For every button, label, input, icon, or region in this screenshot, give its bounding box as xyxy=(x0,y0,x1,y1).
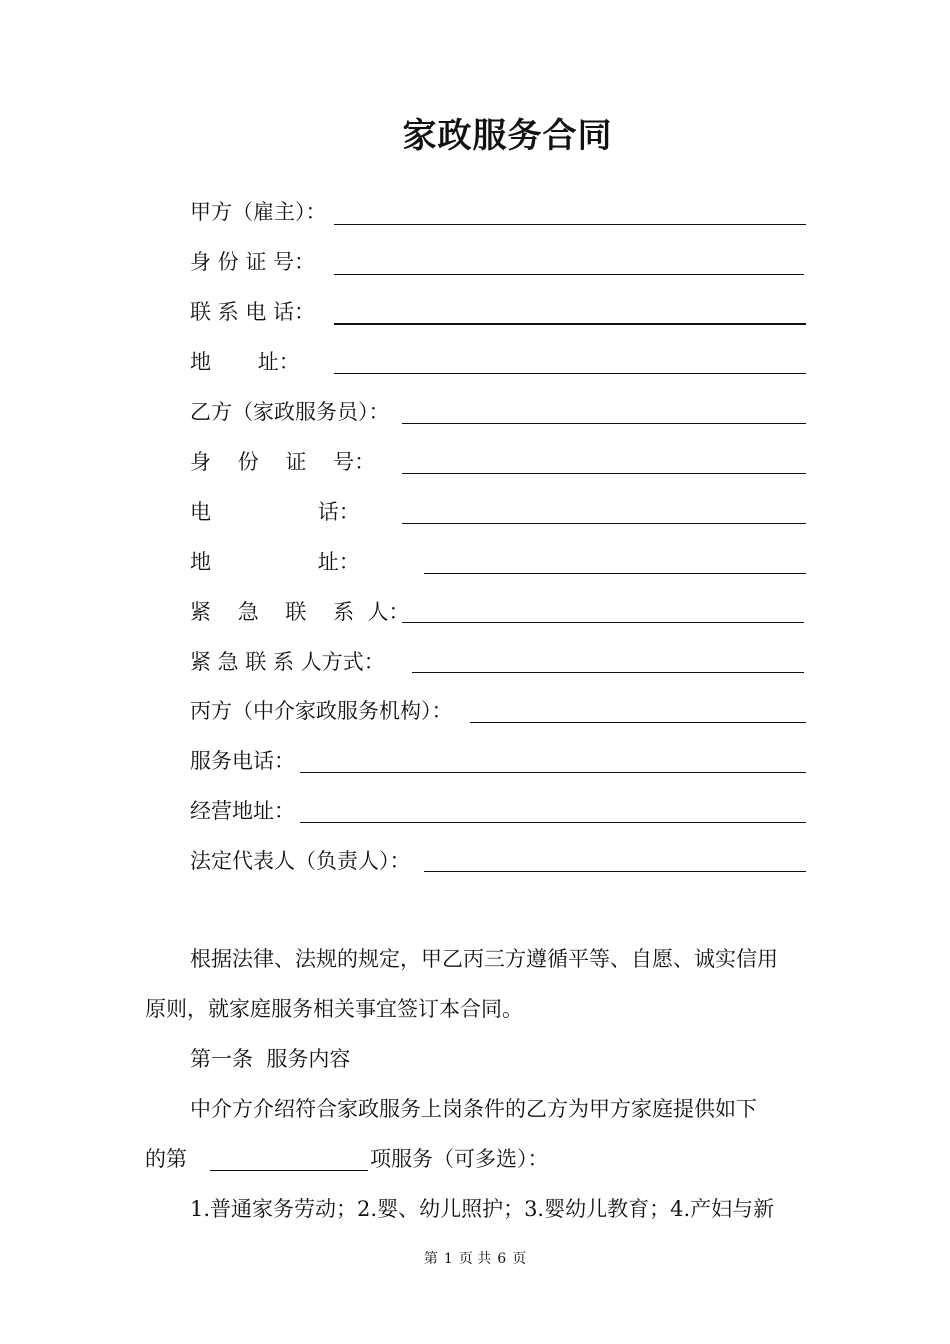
field-label: 经营地址： xyxy=(190,799,295,823)
blank-line[interactable] xyxy=(300,822,806,823)
article-heading: 第一条 服务内容 xyxy=(190,1047,351,1071)
field-label: 电 话： xyxy=(190,500,360,524)
field-label: 服务电话： xyxy=(190,749,295,773)
blank-line[interactable] xyxy=(424,871,806,872)
paragraph-intro-line1: 根据法律、法规的规定，甲乙丙三方遵循平等、自愿、诚实信用 xyxy=(190,947,778,971)
page-prefix: 第 xyxy=(423,1251,438,1267)
field-label: 地 址： xyxy=(190,350,300,374)
field-label: 地 址： xyxy=(190,550,360,574)
blank-line[interactable] xyxy=(412,672,804,673)
paragraph-services-line1: 中介方介绍符合家政服务上岗条件的乙方为甲方家庭提供如下 xyxy=(190,1097,757,1121)
page-total: 6 xyxy=(497,1251,507,1267)
blank-line[interactable] xyxy=(300,772,806,773)
blank-line[interactable] xyxy=(334,323,806,325)
blank-line[interactable] xyxy=(334,274,804,275)
blank-line[interactable] xyxy=(402,423,806,424)
blank-line[interactable] xyxy=(424,573,806,574)
field-label: 甲方（雇主）： xyxy=(190,200,327,224)
field-label: 丙方（中介家政服务机构）： xyxy=(190,699,453,723)
field-label: 紧 急 联 系 人方式： xyxy=(190,650,385,674)
paragraph-intro-line2: 原则，就家庭服务相关事宜签订本合同。 xyxy=(145,997,523,1021)
page-middle: 页 共 xyxy=(458,1251,492,1267)
paragraph-services-suffix: 项服务（可多选）： xyxy=(370,1147,549,1171)
blank-line[interactable] xyxy=(402,473,806,474)
blank-line[interactable] xyxy=(470,722,806,723)
blank-line-service-items[interactable] xyxy=(210,1170,368,1171)
field-label: 紧 急 联 系 人： xyxy=(190,600,410,624)
blank-line[interactable] xyxy=(402,523,806,524)
field-label: 乙方（家政服务员）： xyxy=(190,400,390,424)
blank-line[interactable] xyxy=(334,373,806,374)
page-suffix: 页 xyxy=(512,1251,527,1267)
field-label: 联 系 电 话： xyxy=(190,300,316,324)
blank-line[interactable] xyxy=(402,622,804,623)
page-number: 1 xyxy=(443,1251,453,1267)
field-label: 身 份 证 号： xyxy=(190,250,316,274)
field-label: 身 份 证 号： xyxy=(190,450,376,474)
paragraph-services-prefix: 的第 xyxy=(145,1147,187,1171)
document-title: 家政服务合同 xyxy=(402,116,613,156)
paragraph-service-list-line1: 1.普通家务劳动；2.婴、幼儿照护；3.婴幼儿教育；4.产妇与新 xyxy=(190,1197,775,1221)
blank-line[interactable] xyxy=(334,224,806,225)
page-footer xyxy=(0,1248,950,1268)
field-label: 法定代表人（负责人）： xyxy=(190,849,411,873)
